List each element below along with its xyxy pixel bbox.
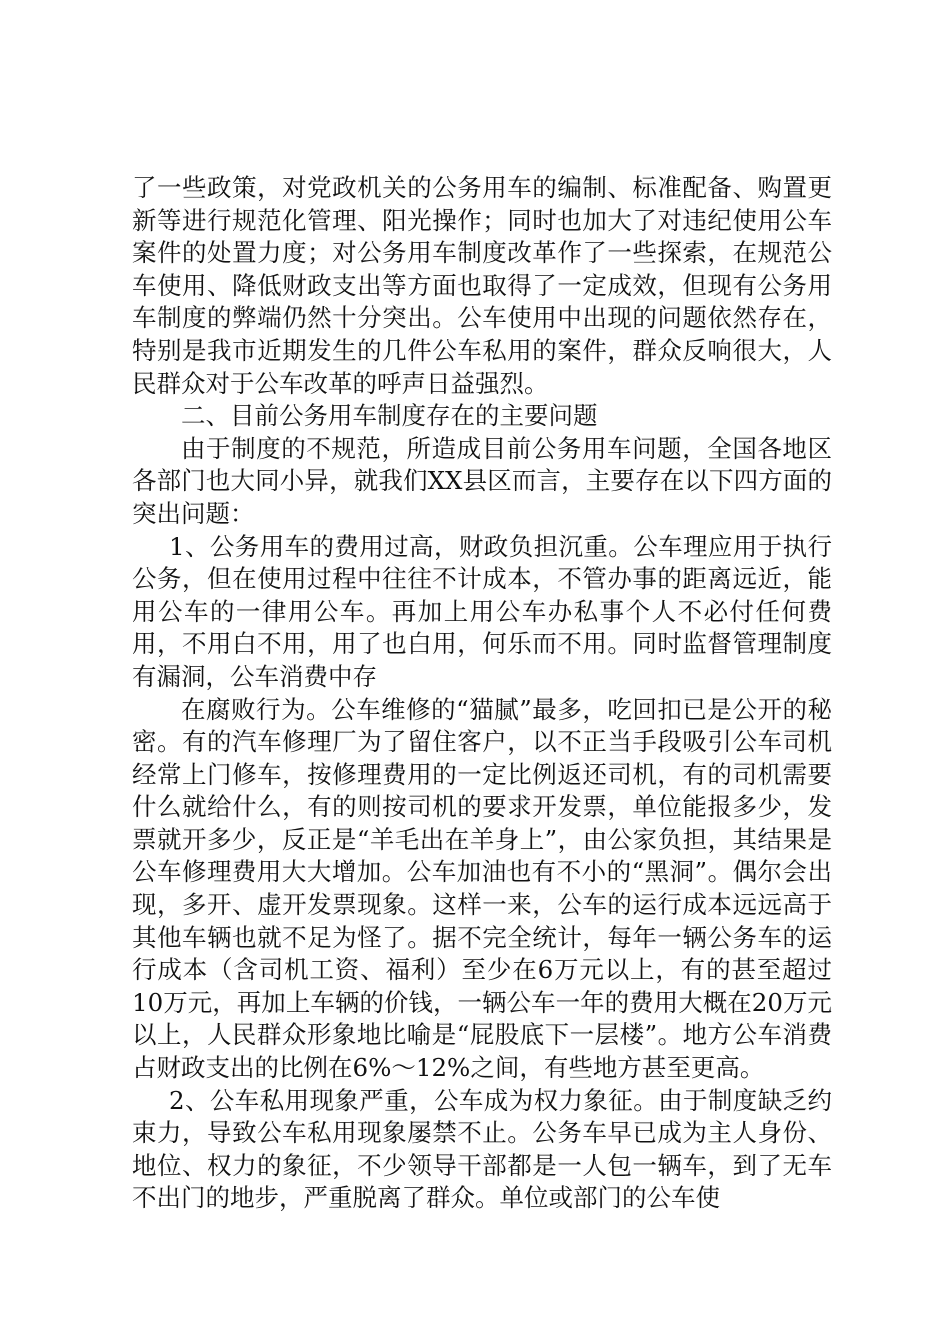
paragraph-intro: 由于制度的不规范，所造成目前公务用车问题，全国各地区各部门也大同小异，就我们XX县区而言，主要存在以下四方面的突出问题： (132, 433, 832, 528)
paragraph-continuation: 了一些政策，对党政机关的公务用车的编制、标准配备、购置更新等进行规范化管理、阳光操作；同时也加大了对违纪使用公车案件的处置力度；对公务用车制度改革作了一些探索，在规范公车使用、降低财政支出等方面也取得了一定成效，但现有公务用车制度的弊端仍然十分突出。公车使用中出现的问题依然存在，特别是我市近期发生的几件公车私用的案件，群众反响很大，人民群众对于公车改革的呼声日益强烈。 (132, 173, 832, 398)
body-text (132, 172, 832, 1215)
paragraph-point-2: 2、公车私用现象严重，公车成为权力象征。由于制度缺乏约束力，导致公车私用现象屡禁不止。公务车早已成为主人身份、地位、权力的象征，不少领导干部都是一人包一辆车，到了无车不出门的地步，严重脱离了群众。单位或部门的公车使 (132, 1085, 832, 1213)
paragraph-point-1-continued: 在腐败行为。公车维修的“猫腻”最多，吃回扣已是公开的秘密。有的汽车修理厂为了留住客户，以不正当手段吸引公车司机经常上门修车，按修理费用的一定比例返还司机，有的司机需要什么就给什么，有的则按司机的要求开发票，单位能报多少，发票就开多少，反正是“羊毛出在羊身上”，由公家负担，其结果是公车修理费用大大增加。公车加油也有不小的“黑洞”。偶尔会出现，多开、虚开发票现象。这样一来，公车的运行成本远远高于其他车辆也就不足为怪了。据不完全统计，每年一辆公务车的运行成本（含司机工资、福利）至少在6万元以上，有的甚至超过10万元，再加上车辆的价钱，一辆公车一年的费用大概在20万元以上，人民群众形象地比喻是“屁股底下一层楼”。地方公车消费占财政支出的比例在6%～12%之间，有些地方甚至更高。 (132, 694, 832, 1083)
section-heading: 二、目前公务用车制度存在的主要问题 (181, 401, 598, 431)
paragraph-point-1: 1、公务用车的费用过高，财政负担沉重。公车理应用于执行公务，但在使用过程中往往不计成本，不管办事的距离远近，能用公车的一律用公车。再加上用公车办私事个人不必付任何费用，不用白不用，用了也白用，何乐而不用。同时监督管理制度有漏洞，公车消费中存 (132, 531, 832, 691)
